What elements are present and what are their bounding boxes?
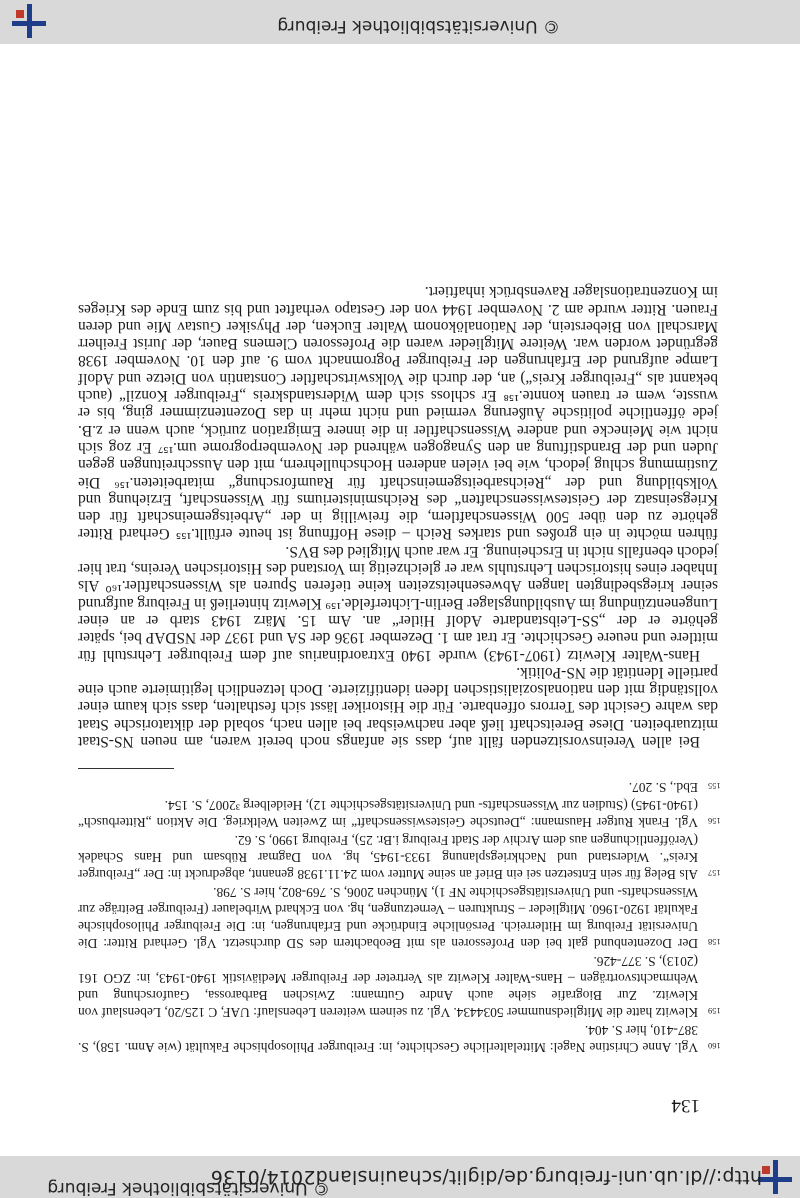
- footnote-number: 159: [708, 1006, 721, 1016]
- footnote: [78, 1022, 721, 1056]
- paragraph: Bei allen Vereinsvorsitzenden fällt auf, dass sie anfangs noch bereit waren, am neuen NS-Staat mitzuarbeiten. Diese Bereitschaft ließ aber nachweisbar bei allen nach, sobald der diktatorische Staat das wahre Gesicht des Terrors offenbarte. Für die Historiker lässt sich festhalten, dass sich kaum einer vollständig mit den nationalsozialistischen Ideen identifizierte. Doch letzendlich legitimierte auch eine partielle Identität die NS-Politik.: [78, 663, 718, 750]
- footnote-text: Der Dozentenbund galt bei den Professoren als mit Beobachtern des SD durchsetzt. Vgl. Gerhard Ritter: Die Universität Freiburg im Hitlerreich. Persönliche Eindrücke und Erfahrungen, in: Die Freiburger Philosophische Fakultät 1920-1960. Mitglieder – Strukturen – Vernetzungen, hg. von Eckhard Wirbelauer (Freiburger Beiträge zur Wissenschafts- und Universitätsgeschichte NF 1), München 2006, S. 769-802, hier S. 798.: [78, 885, 698, 951]
- document-url[interactable]: http://dl.ub.uni-freiburg.de/diglit/schauinsland2014/0136: [210, 1166, 762, 1188]
- university-logo-icon: [758, 1160, 792, 1194]
- page-number: 134: [671, 1095, 700, 1116]
- digital-library-banner: [0, 1156, 800, 1198]
- footnote-text: Klewitz hatte die Mitgliedsnummer 5034434. Vgl. zu seinem weiteren Lebenslauf: UAF, C 125/20, Lebenslauf von Klewitz. Zur Biografie siehe auch Andre Gutmann: Zwischen Barbarossa, Gauforschung und Wehrmachtsvorträgen – Hans-Walter Klewitz als Vertreter der Freiburger Mediävistik 1940-1943, in: ZGO 161 (2013), S. 377-426.: [78, 954, 698, 1020]
- library-credit: © Universitätsbibliothek Freiburg: [277, 16, 560, 36]
- library-credit: © Universitätsbibliothek Freiburg: [47, 1178, 330, 1198]
- digital-library-banner-bottom: [0, 0, 800, 44]
- footnote-text: Ebd., S. 207.: [628, 780, 698, 795]
- footnote: [78, 779, 721, 796]
- page-content: [78, 283, 721, 1116]
- footnote-number: 158: [708, 937, 721, 947]
- paragraph: Hans-Walter Klewitz (1907-1943) wurde 1940 Extraordinarius auf dem Freiburger Lehrstuhl für mittlere und neuere Geschichte. Er trat am 1. Dezember 1936 der SA und 1937 der NSDAP bei, später gehörte er der „SS-Leibstandarte Adolf Hitler“ an. Am 15. März 1943 starb er an einer Lungenentzündung im Ausbildungslager Berlin-Lichterfelde.¹⁵⁹ Klewitz hinterließ in Freiburg aufgrund seiner kriegsbedingten langen Abwesenheitszeiten keine tieferen Spuren als Wissenschaftler.¹⁶⁰ Als Inhaber eines historischen Lehrstuhls war er gleichzeitig im Vorstand des Historischen Vereins, trat hier jedoch ebenfalls nicht in Erscheinung. Er war auch Mitglied des BVS.: [78, 542, 718, 664]
- footnote-list: [78, 779, 721, 1056]
- footnote-number: 155: [708, 781, 721, 791]
- footnote-separator: [78, 768, 174, 769]
- body-text: [78, 283, 718, 750]
- footnote-text: Vgl. Frank Rutger Hausmann: „Deutsche Geisteswissenschaft“ im Zweiten Weltkrieg. Die Aktion „Ritterbusch“ (1940-1945) (Studien zur Wissenschafts- und Universitätsgeschichte 12), Heidelberg ³2007, S. 154.: [78, 798, 698, 830]
- footnote-number: 157: [708, 868, 721, 878]
- footnote: [78, 953, 721, 1021]
- footnote: [78, 884, 721, 952]
- footnote-text: Als Beleg für sein Entsetzen sei ein Brief an seine Mutter vom 24.11.1938 genannt, abgedruckt in: Der „Freiburger Kreis“. Widerstand und Nachkriegsplanung 1933-1945, hg. von Dagmar Rübsam und Hans Schadek (Veröffentlichungen aus dem Archiv der Stadt Freiburg i.Br. 25), Freiburg 1990, S. 62.: [78, 833, 698, 882]
- paragraph: führen möchte in ein großes und starkes Reich – diese Hoffnung ist heute erfüllt.¹⁵⁵ Gerhard Ritter gehörte zu den über 500 Wissenschaftlern, die freiwillig in der „Arbeitsgemeinschaft für den Kriegseinsatz der Geisteswissenschaften“ des Reichsministeriums für Wissenschaft, Erziehung und Volksbildung und der „Reichsarbeitsgemeinschaft für Raumforschung“ mitarbeiteten.¹⁵⁶ Die Zustimmung schlug jedoch, wie bei vielen anderen Hochschullehrern, mit den Ausschreitungen gegen Juden und der Brandstiftung an den Synagogen während der Novemberpogrome um.¹⁵⁷ Er zog sich nicht wie Meinecke und andere Wissenschaftler in die innere Emigration zurück, auch wenn er z.B. jede öffentliche politische Äußerung vermied und nicht mehr in das Dozentenzimmer ging, bis er wusste, wem er trauen konnte.¹⁵⁸ Er schloss sich dem Widerstandskreis „Freiburger Konzil“ (auch bekannt als „Freiburger Kreis“) an, der durch die Volkswirtschaftler Constantin von Dietze und Adolf Lampe aufgrund der Erfahrungen der Freiburger Pogromnacht vom 9. auf den 10. November 1938 gegründet worden war. Weitere Mitglieder waren die Professoren Clemens Bauer, der Jurist Freiherr Marschall von Bieberstein, der Nationalökonom Walter Eucken, der Physiker Gustav Mie und deren Frauen. Ritter wurde am 2. November 1944 von der Gestapo verhaftet und bis zum Ende des Krieges im Konzentrationslager Ravensbrück inhaftiert.: [78, 283, 718, 543]
- footnote: [78, 832, 721, 883]
- footnote-text: Vgl. Anne Christine Nagel: Mittelalterliche Geschichte, in: Freiburger Philosophische Fakultät (wie Anm. 158), S. 387-410, hier S. 404.: [78, 1023, 698, 1055]
- footnote: [78, 797, 721, 831]
- footnote-number: 160: [708, 1041, 721, 1051]
- university-logo-icon: [12, 4, 46, 38]
- footnote-number: 156: [708, 816, 721, 826]
